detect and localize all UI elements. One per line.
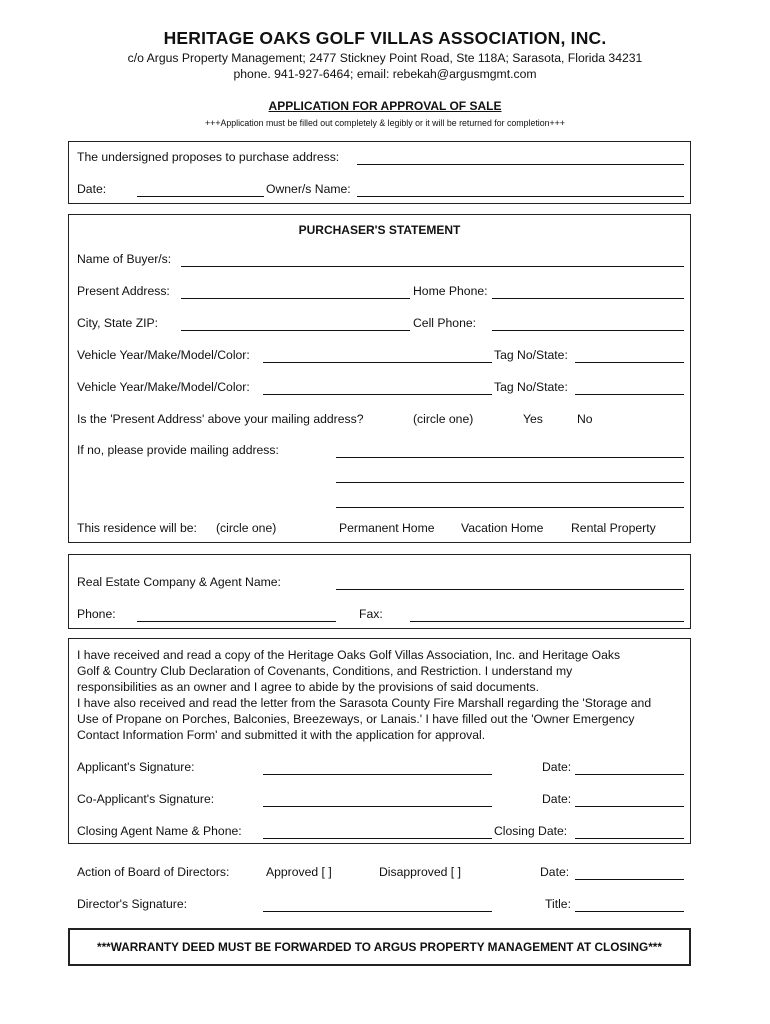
option-vacation-home[interactable]: Vacation Home: [461, 521, 544, 535]
agent-fax-field[interactable]: [410, 621, 684, 622]
vehicle-1-field[interactable]: [263, 362, 492, 363]
agent-name-field[interactable]: [336, 589, 684, 590]
ack-line-6: Contact Information Form' and submitted it with the application for approval.: [77, 728, 486, 743]
purchaser-statement-heading: PURCHASER'S STATEMENT: [298, 223, 461, 237]
mailing-address-line-3[interactable]: [336, 507, 684, 508]
board-action-label: Action of Board of Directors:: [77, 865, 230, 879]
management-address: c/o Argus Property Management; 2477 Stickney Point Road, Ste 118A; Sarasota, Florida 34231: [127, 51, 643, 65]
agent-name-label: Real Estate Company & Agent Name:: [77, 575, 281, 589]
date-field[interactable]: [137, 196, 264, 197]
coapplicant-signature-field[interactable]: [263, 806, 492, 807]
closing-date-label: Closing Date:: [494, 824, 568, 838]
director-title-label: Title:: [545, 897, 571, 911]
mailing-address-line-1[interactable]: [336, 457, 684, 458]
director-title-field[interactable]: [575, 911, 684, 912]
cell-phone-field[interactable]: [492, 330, 684, 331]
tag-1-field[interactable]: [575, 362, 684, 363]
vehicle-2-field[interactable]: [263, 394, 492, 395]
circle-one-note: (circle one): [413, 412, 474, 426]
ack-line-3: responsibilities as an owner and I agree to abide by the provisions of said documents.: [77, 680, 540, 695]
applicant-date-label: Date:: [542, 760, 572, 774]
closing-agent-label: Closing Agent Name & Phone:: [77, 824, 242, 838]
present-address-label: Present Address:: [77, 284, 170, 298]
disapproved-checkbox[interactable]: Disapproved [ ]: [379, 865, 461, 879]
ack-line-1: I have received and read a copy of the Heritage Oaks Golf Villas Association, Inc. and Heritage Oaks: [77, 648, 621, 662]
buyer-name-label: Name of Buyer/s:: [77, 252, 172, 266]
applicant-date-field[interactable]: [575, 774, 684, 775]
completion-notice: +++Application must be filled out completely & legibly or it will be returned for completion+++: [205, 118, 565, 128]
residence-circle-note: (circle one): [216, 521, 277, 535]
city-state-zip-field[interactable]: [181, 330, 410, 331]
form-title: APPLICATION FOR APPROVAL OF SALE: [268, 99, 502, 113]
date-label: Date:: [77, 182, 107, 196]
vehicle-2-label: Vehicle Year/Make/Model/Color:: [77, 380, 250, 394]
contact-info: phone. 941-927-6464; email: rebekah@argusmgmt.com: [233, 67, 537, 81]
agent-fax-label: Fax:: [359, 607, 383, 621]
warranty-deed-notice: ***WARRANTY DEED MUST BE FORWARDED TO ARGUS PROPERTY MANAGEMENT AT CLOSING***: [97, 940, 662, 954]
closing-date-field[interactable]: [575, 838, 684, 839]
board-date-field[interactable]: [575, 879, 684, 880]
home-phone-label: Home Phone:: [413, 284, 488, 298]
ack-line-5: Use of Propane on Porches, Balconies, Breezeways, or Lanais.' I have filled out the 'Owner Emergency: [77, 712, 635, 727]
coapplicant-signature-label: Co-Applicant's Signature:: [77, 792, 215, 806]
director-signature-label: Director's Signature:: [77, 897, 188, 911]
option-no[interactable]: No: [577, 412, 593, 426]
city-state-zip-label: City, State ZIP:: [77, 316, 159, 330]
purchase-address-label: The undersigned proposes to purchase address:: [77, 150, 340, 164]
buyer-name-field[interactable]: [181, 266, 684, 267]
agent-phone-field[interactable]: [137, 621, 336, 622]
closing-agent-field[interactable]: [263, 838, 492, 839]
option-yes[interactable]: Yes: [523, 412, 543, 426]
purchase-address-field[interactable]: [357, 164, 684, 165]
coapplicant-date-field[interactable]: [575, 806, 684, 807]
tag-2-field[interactable]: [575, 394, 684, 395]
option-rental-property[interactable]: Rental Property: [571, 521, 656, 535]
board-date-label: Date:: [540, 865, 570, 879]
cell-phone-label: Cell Phone:: [413, 316, 477, 330]
agent-phone-label: Phone:: [77, 607, 116, 621]
approved-checkbox[interactable]: Approved [ ]: [266, 865, 332, 879]
vehicle-1-label: Vehicle Year/Make/Model/Color:: [77, 348, 250, 362]
applicant-signature-field[interactable]: [263, 774, 492, 775]
mailing-address-line-2[interactable]: [336, 482, 684, 483]
director-signature-field[interactable]: [263, 911, 492, 912]
mailing-address-question: Is the 'Present Address' above your mailing address?: [77, 412, 364, 426]
option-permanent-home[interactable]: Permanent Home: [339, 521, 435, 535]
ack-line-2: Golf & Country Club Declaration of Covenants, Conditions, and Restriction. I understand my: [77, 664, 573, 679]
warranty-deed-notice-box: [68, 928, 691, 966]
tag-1-label: Tag No/State:: [494, 348, 568, 362]
acknowledgement-text: [77, 647, 687, 744]
present-address-field[interactable]: [181, 298, 410, 299]
applicant-signature-label: Applicant's Signature:: [77, 760, 195, 774]
coapplicant-date-label: Date:: [542, 792, 572, 806]
ack-line-4: I have also received and read the letter from the Sarasota County Fire Marshall regarding the 'Storage and: [77, 696, 652, 711]
tag-2-label: Tag No/State:: [494, 380, 568, 394]
home-phone-field[interactable]: [492, 298, 684, 299]
residence-label: This residence will be:: [77, 521, 197, 535]
owner-name-field[interactable]: [357, 196, 684, 197]
association-title: HERITAGE OAKS GOLF VILLAS ASSOCIATION, INC.: [163, 28, 607, 48]
mailing-address-prompt: If no, please provide mailing address:: [77, 443, 279, 457]
owner-name-label: Owner/s Name:: [266, 182, 351, 196]
